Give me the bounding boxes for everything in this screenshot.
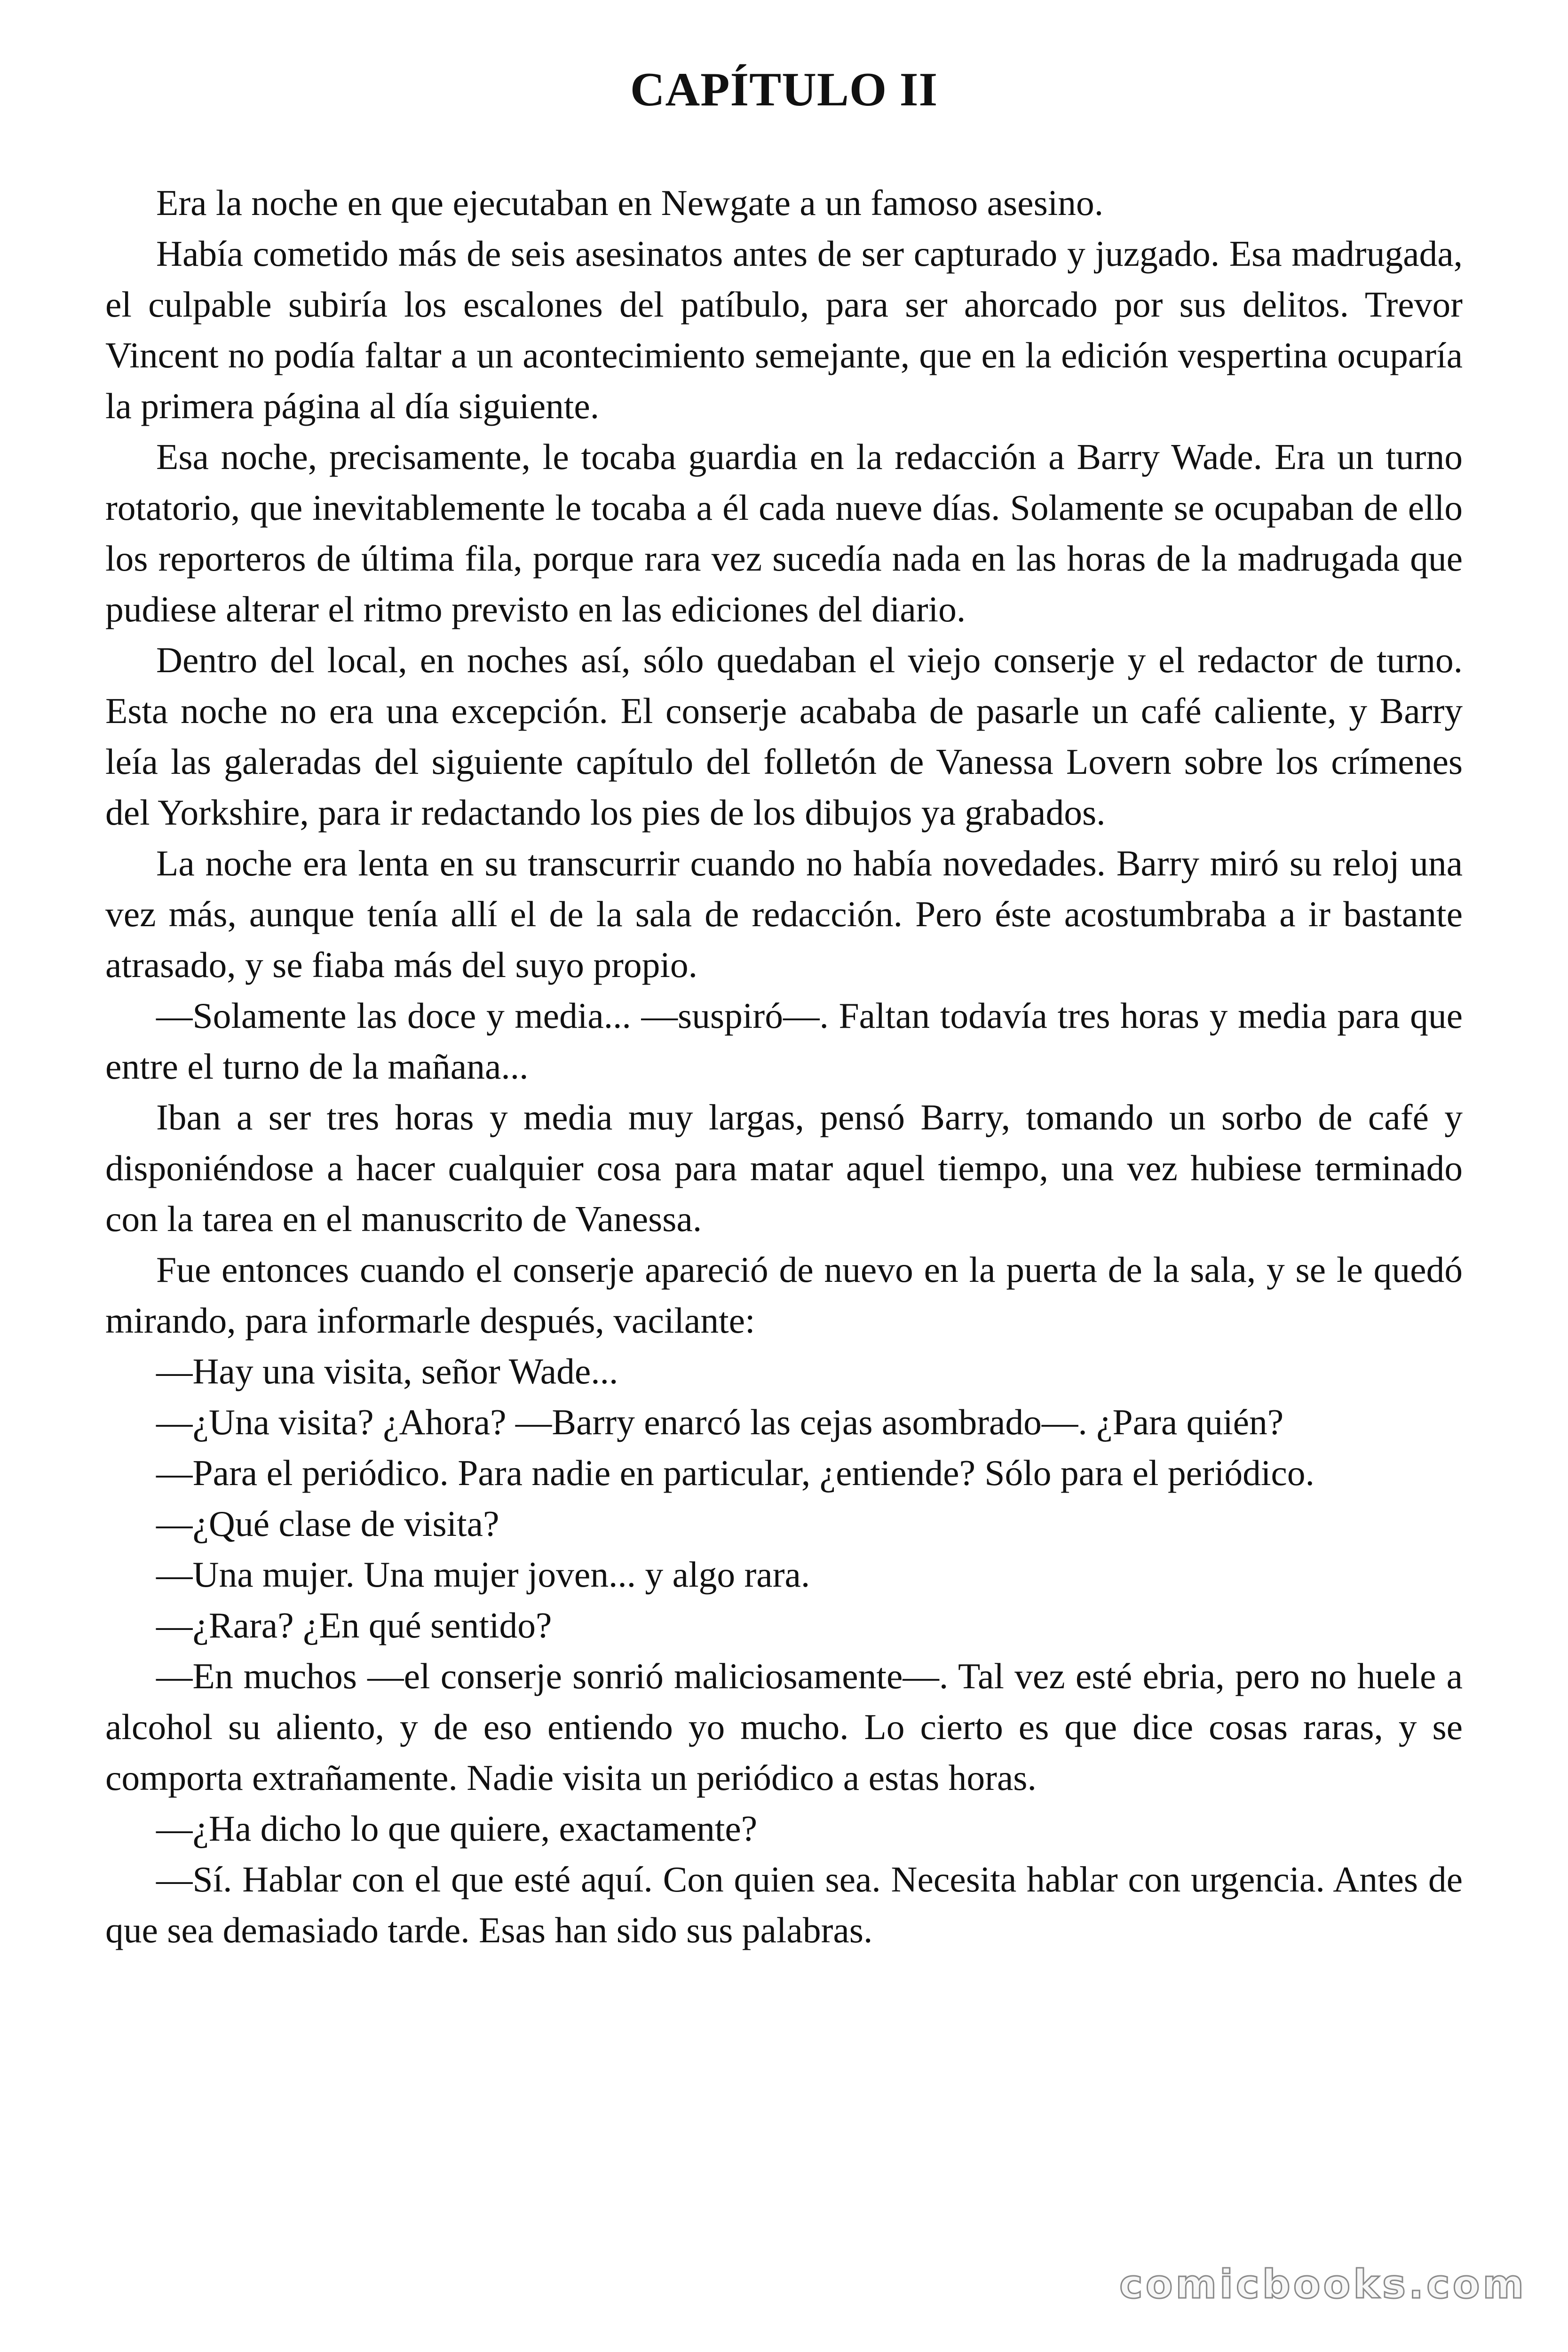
- paragraph: —¿Una visita? ¿Ahora? —Barry enarcó las cejas asombrado—. ¿Para quién?: [156, 1402, 1284, 1443]
- paragraph: —Para el periódico. Para nadie en particular, ¿entiende? Sólo para el periódico.: [156, 1453, 1315, 1494]
- paragraph: Esa noche, precisamente, le tocaba guardia en la redacción a Barry Wade. Era un turno rotatorio, que inevitablemente le tocaba a él cada nueve días. Solamente se ocupaban de ello los reporteros de última fila, porque rara vez sucedía nada en las horas de la madrugada que pudiese alterar el ritmo previsto en las ediciones del diario.: [105, 437, 1463, 630]
- paragraph: La noche era lenta en su transcurrir cuando no había novedades. Barry miró su reloj una vez más, aunque tenía allí el de la sala de redacción. Pero éste acostumbraba a ir bastante atrasado, y se fiaba más del suyo propio.: [105, 843, 1463, 985]
- chapter-body: [105, 177, 1463, 1955]
- paragraph: Iban a ser tres horas y media muy largas, pensó Barry, tomando un sorbo de café y disponiéndose a hacer cualquier cosa para matar aquel tiempo, una vez hubiese terminado con la tarea en el manuscrito de Vanessa.: [105, 1097, 1463, 1240]
- paragraph: —Solamente las doce y media... —suspiró—. Faltan todavía tres horas y media para que entre el turno de la mañana...: [105, 995, 1463, 1087]
- paragraph: Fue entonces cuando el conserje apareció de nuevo en la puerta de la sala, y se le quedó mirando, para informarle después, vacilante:: [105, 1249, 1463, 1341]
- paragraph: —¿Qué clase de visita?: [156, 1503, 499, 1544]
- chapter-title: CAPÍTULO II: [630, 63, 938, 116]
- paragraph: —¿Ha dicho lo que quiere, exactamente?: [156, 1808, 758, 1849]
- paragraph: —Hay una visita, señor Wade...: [156, 1351, 618, 1392]
- site-watermark: comicbooks.com: [1119, 2261, 1527, 2307]
- paragraph: Era la noche en que ejecutaban en Newgate a un famoso asesino.: [156, 183, 1104, 223]
- paragraph: —Una mujer. Una mujer joven... y algo rara.: [156, 1554, 810, 1595]
- paragraph: —¿Rara? ¿En qué sentido?: [156, 1605, 552, 1646]
- paragraph: Había cometido más de seis asesinatos antes de ser capturado y juzgado. Esa madrugada, el culpable subiría los escalones del patíbulo, para ser ahorcado por sus delitos. Trevor Vincent no podía faltar a un acontecimiento semejante, que en la edición vespertina ocuparía la primera página al día siguiente.: [105, 233, 1463, 427]
- paragraph: Dentro del local, en noches así, sólo quedaban el viejo conserje y el redactor de turno. Esta noche no era una excepción. El conserje acababa de pasarle un café caliente, y Barry leía las galeradas del siguiente capítulo del folletón de Vanessa Lovern sobre los crímenes del Yorkshire, para ir redactando los pies de los dibujos ya grabados.: [105, 640, 1463, 833]
- paragraph: —Sí. Hablar con el que esté aquí. Con quien sea. Necesita hablar con urgencia. Antes de que sea demasiado tarde. Esas han sido sus palabras.: [105, 1859, 1463, 1951]
- paragraph: —En muchos —el conserje sonrió maliciosamente—. Tal vez esté ebria, pero no huele a alcohol su aliento, y de eso entiendo yo mucho. Lo cierto es que dice cosas raras, y se comporta extrañamente. Nadie visita un periódico a estas horas.: [105, 1656, 1463, 1798]
- book-page: [105, 61, 1463, 1955]
